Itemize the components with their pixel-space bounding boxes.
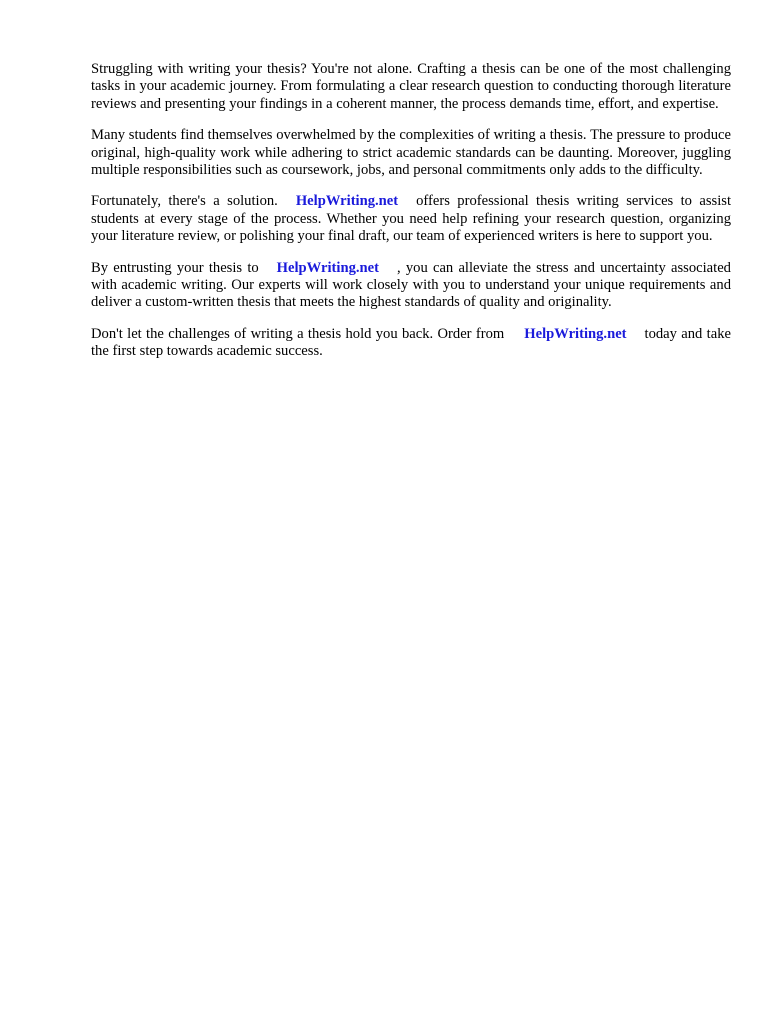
helpwriting-link-2[interactable]: HelpWriting.net — [276, 259, 379, 276]
paragraph-intro: Struggling with writing your thesis? You're not alone. Crafting a thesis can be one of the most challenging tasks in your academic journey. From formulating a clear research question to conducting thorough literature reviews and presenting your findings in a coherent manner, the process demands time, effort, and expertise. — [91, 61, 731, 112]
solution-text-before: Fortunately, there's a solution. — [91, 193, 278, 210]
helpwriting-link-3[interactable]: HelpWriting.net — [524, 325, 627, 342]
paragraph-entrusting — [91, 260, 731, 312]
paragraph-challenges: Many students find themselves overwhelmed by the complexities of writing a thesis. The pressure to produce original, high-quality work while adhering to strict academic standards can be daunting. Moreover, juggling multiple responsibilities such as coursework, jobs, and personal commitments only adds to the difficulty. — [91, 127, 731, 179]
paragraph-call-to-action — [91, 326, 731, 361]
document-page — [91, 61, 731, 375]
cta-text-before: Don't let the challenges of writing a thesis hold you back. Order from — [91, 325, 505, 342]
cta-text-after: today and take the first step towards academic success. — [91, 325, 731, 360]
entrusting-text-before: By entrusting your thesis to — [91, 259, 259, 276]
helpwriting-link-1[interactable]: HelpWriting.net — [295, 193, 399, 210]
solution-text-after: offers professional thesis writing services to assist students at every stage of the process. Whether you need help refining your research question, organizing your literature review, or polishing your final draft, our team of experienced writers is here to support you. — [91, 193, 732, 245]
paragraph-solution — [91, 193, 731, 245]
entrusting-text-after: , you can alleviate the stress and uncertainty associated with academic writing. Our experts will work closely with you to understand your unique requirements and deliver a custom-written thesis that meets the highest standards of quality and originality. — [91, 259, 731, 311]
